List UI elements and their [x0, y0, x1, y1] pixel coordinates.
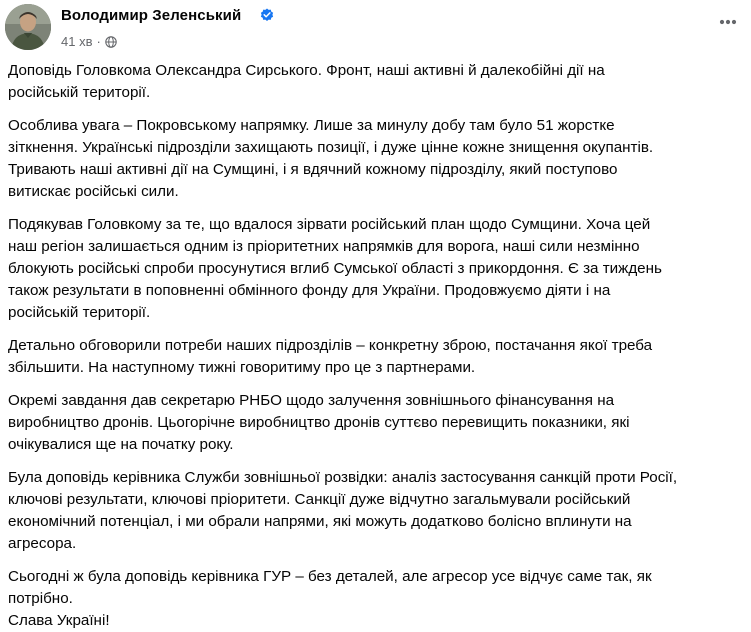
post-text-line: витискає російські сили. [8, 183, 179, 200]
post-text-line: збільшити. На наступному тижні говоритиму про це з партнерами. [8, 359, 476, 376]
author-name[interactable]: Володимир Зеленський [61, 7, 242, 24]
post-timestamp[interactable]: 41 хв [61, 34, 93, 49]
post-text-line: російській території. [8, 304, 151, 321]
avatar-image [5, 4, 51, 50]
post-text-line: Доповідь Головкома Олександра Сирського. Фронт, наші активні й далекобійні дії на [8, 62, 605, 79]
post-text-line: Сьогодні ж була доповідь керівника ГУР – без деталей, але агресор усе відчує саме так, як [8, 568, 652, 585]
post-text-line: виробництво дронів. Цьогорічне виробництво дронів суттєво перевищить показники, які [8, 414, 630, 431]
post-text-line: також результати в поповненні обмінного фонду для України. Продовжуємо діяти і на [8, 282, 611, 299]
post-text-line: російській території. [8, 84, 151, 101]
post-text-line: Подякував Головкому за те, що вдалося зірвати російський план щодо Сумщини. Хоча цей [8, 216, 651, 233]
post-text-line: Тривають наші активні дії на Сумщині, і я вдячний кожному підрозділу, який поступово [8, 161, 618, 178]
post-paragraph [8, 115, 744, 203]
post-paragraph [8, 214, 744, 324]
post-text-line: економічний потенціал, і ми обрали напрями, які можуть додатково болісно вплинути на [8, 513, 632, 530]
post-text-line: потрібно. [8, 590, 73, 607]
post-meta [61, 34, 117, 49]
post-text-line: агресора. [8, 535, 77, 552]
avatar[interactable] [5, 4, 51, 50]
post-text-line: наш регіон залишається одним із пріоритетних напрямків для ворога, наші сили незмінно [8, 238, 640, 255]
post-text-line: очікувалися ще на початку року. [8, 436, 234, 453]
post-text-line: Детально обговорили потреби наших підрозділів – конкретну зброю, постачання якої треба [8, 337, 653, 354]
post-body [8, 60, 744, 632]
more-options-icon[interactable] [714, 12, 742, 32]
post-text-line: ключові результати, ключові пріоритети. Санкції дуже відчутно загальмували російський [8, 491, 631, 508]
post-paragraph [8, 335, 744, 379]
post-text-line: Слава Україні! [8, 612, 110, 629]
meta-separator: · [96, 34, 101, 49]
post-text-line: Була доповідь керівника Служби зовнішньої розвідки: аналіз застосування санкцій проти Росії, [8, 469, 678, 486]
post-paragraph [8, 566, 744, 632]
post-header [5, 2, 745, 60]
verified-badge-icon [260, 8, 274, 22]
post-paragraph [8, 60, 744, 104]
post-text-line: Особлива увага – Покровському напрямку. Лише за минулу добу там було 51 жорстке [8, 117, 615, 134]
post-text-line: зіткнення. Українські підрозділи захищають позиції, і дуже цінне кожне знищення окупантів. [8, 139, 654, 156]
post-text-line: блокують російські спроби просунутися вглиб Сумської області з прикордоння. Є за тиждень [8, 260, 662, 277]
post-text-line: Окремі завдання дав секретарю РНБО щодо залучення зовнішнього фінансування на [8, 392, 615, 409]
globe-icon[interactable] [105, 36, 117, 48]
post-paragraph [8, 390, 744, 456]
post-paragraph [8, 467, 744, 555]
